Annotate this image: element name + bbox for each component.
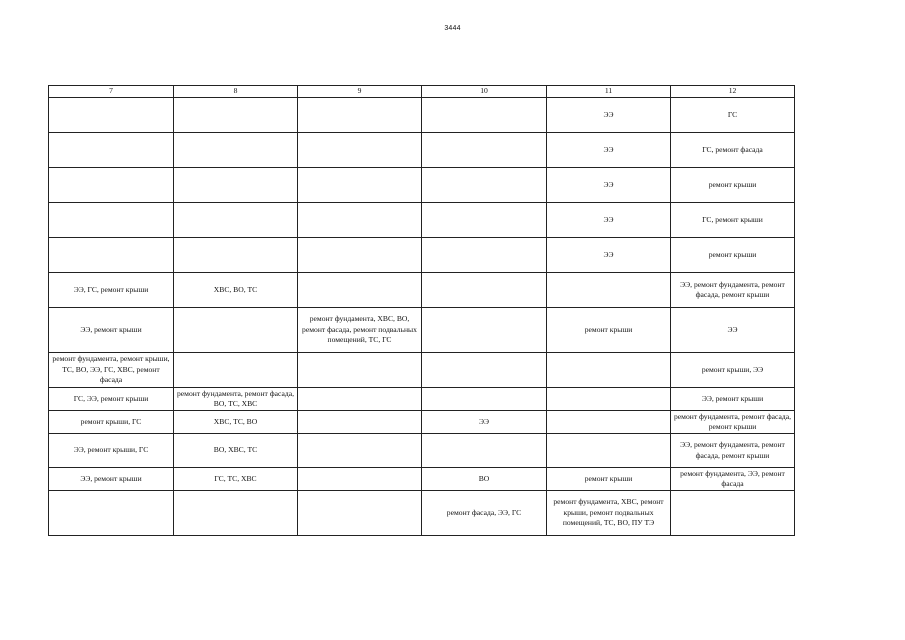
table-cell: [298, 491, 422, 536]
page-number: 3444: [444, 25, 461, 32]
table-cell: [174, 168, 298, 203]
table-cell: [422, 133, 547, 168]
table-row: [49, 434, 795, 468]
table-cell: ремонт крыши: [671, 238, 795, 273]
table-cell: [298, 133, 422, 168]
table-cell: ЭЭ, ГС, ремонт крыши: [49, 273, 174, 308]
table-row: [49, 168, 795, 203]
table-cell: ЭЭ: [547, 238, 671, 273]
table-cell: [422, 353, 547, 388]
table-cell: ГС, ЭЭ, ремонт крыши: [49, 388, 174, 411]
table-cell: [298, 411, 422, 434]
table-row: [49, 468, 795, 491]
table-cell: [298, 98, 422, 133]
table-header-row: [49, 86, 795, 98]
table-cell: [422, 388, 547, 411]
table-cell: [422, 98, 547, 133]
table-cell: ВО, ХВС, ТС: [174, 434, 298, 468]
table-cell: [298, 468, 422, 491]
data-table: [48, 85, 795, 536]
table-row: [49, 308, 795, 353]
table-cell: ХВС, ВО, ТС: [174, 273, 298, 308]
column-header: 7: [49, 86, 174, 98]
column-header: 8: [174, 86, 298, 98]
table-row: [49, 491, 795, 536]
table-cell: [547, 411, 671, 434]
table-row: [49, 388, 795, 411]
table-cell: ЭЭ, ремонт крыши: [49, 308, 174, 353]
table-cell: ремонт фасада, ЭЭ, ГС: [422, 491, 547, 536]
table-cell: [422, 434, 547, 468]
table-cell: [174, 203, 298, 238]
column-header: 10: [422, 86, 547, 98]
table-cell: [298, 168, 422, 203]
table-cell: [298, 238, 422, 273]
table-cell: [49, 491, 174, 536]
table-cell: ЭЭ: [547, 133, 671, 168]
table-cell: [422, 168, 547, 203]
table-cell: [298, 353, 422, 388]
table-cell: ремонт фундамента, ремонт крыши, ТС, ВО, ЭЭ, ГС, ХВС, ремонт фасада: [49, 353, 174, 388]
table-cell: ЭЭ: [422, 411, 547, 434]
table-cell: ХВС, ТС, ВО: [174, 411, 298, 434]
table-cell: [422, 238, 547, 273]
table-cell: ремонт фундамента, ЭЭ, ремонт фасада: [671, 468, 795, 491]
table-cell: [422, 308, 547, 353]
table-cell: [49, 133, 174, 168]
table-row: [49, 411, 795, 434]
table-cell: [547, 273, 671, 308]
table-cell: [298, 388, 422, 411]
table-cell: ВО: [422, 468, 547, 491]
table-cell: [671, 491, 795, 536]
table-cell: [547, 353, 671, 388]
table-cell: [547, 434, 671, 468]
table-row: [49, 238, 795, 273]
table-cell: [49, 238, 174, 273]
table-cell: [174, 308, 298, 353]
table-row: [49, 353, 795, 388]
table-cell: [547, 388, 671, 411]
table-cell: [298, 434, 422, 468]
table-cell: ЭЭ, ремонт фундамента, ремонт фасада, ремонт крыши: [671, 434, 795, 468]
table-cell: [422, 203, 547, 238]
table-cell: ремонт крыши, ЭЭ: [671, 353, 795, 388]
table-cell: ЭЭ: [547, 203, 671, 238]
table-cell: ремонт крыши: [671, 168, 795, 203]
table-cell: [174, 98, 298, 133]
table-cell: ЭЭ, ремонт крыши: [671, 388, 795, 411]
table-row: [49, 98, 795, 133]
column-header: 11: [547, 86, 671, 98]
table-cell: [49, 203, 174, 238]
table-cell: ремонт фундамента, ремонт фасада, ремонт крыши: [671, 411, 795, 434]
column-header: 12: [671, 86, 795, 98]
table-row: [49, 133, 795, 168]
table-cell: [174, 491, 298, 536]
table-cell: ЭЭ: [547, 98, 671, 133]
table-row: [49, 273, 795, 308]
table-cell: ГС, ТС, ХВС: [174, 468, 298, 491]
table-cell: [174, 133, 298, 168]
table-cell: [49, 168, 174, 203]
table-cell: [174, 238, 298, 273]
table-cell: ЭЭ, ремонт крыши, ГС: [49, 434, 174, 468]
table-cell: ЭЭ: [671, 308, 795, 353]
table-row: [49, 203, 795, 238]
table-cell: [298, 203, 422, 238]
column-header: 9: [298, 86, 422, 98]
table-cell: [422, 273, 547, 308]
table-cell: ГС: [671, 98, 795, 133]
table-cell: ремонт крыши, ГС: [49, 411, 174, 434]
table-cell: [298, 273, 422, 308]
table-cell: ЭЭ: [547, 168, 671, 203]
table-cell: ЭЭ, ремонт фундамента, ремонт фасада, ремонт крыши: [671, 273, 795, 308]
table-cell: ГС, ремонт крыши: [671, 203, 795, 238]
table-cell: ГС, ремонт фасада: [671, 133, 795, 168]
table-cell: ремонт крыши: [547, 308, 671, 353]
table-cell: ремонт фундамента, ХВС, ремонт крыши, ремонт подвальных помещений, ТС, ВО, ПУ ТЭ: [547, 491, 671, 536]
table-cell: ремонт фундамента, ремонт фасада, ВО, ТС, ХВС: [174, 388, 298, 411]
table-cell: ремонт крыши: [547, 468, 671, 491]
table-cell: ЭЭ, ремонт крыши: [49, 468, 174, 491]
table-cell: [174, 353, 298, 388]
table-cell: ремонт фундамента, ХВС, ВО, ремонт фасада, ремонт подвальных помещений, ТС, ГС: [298, 308, 422, 353]
table-cell: [49, 98, 174, 133]
